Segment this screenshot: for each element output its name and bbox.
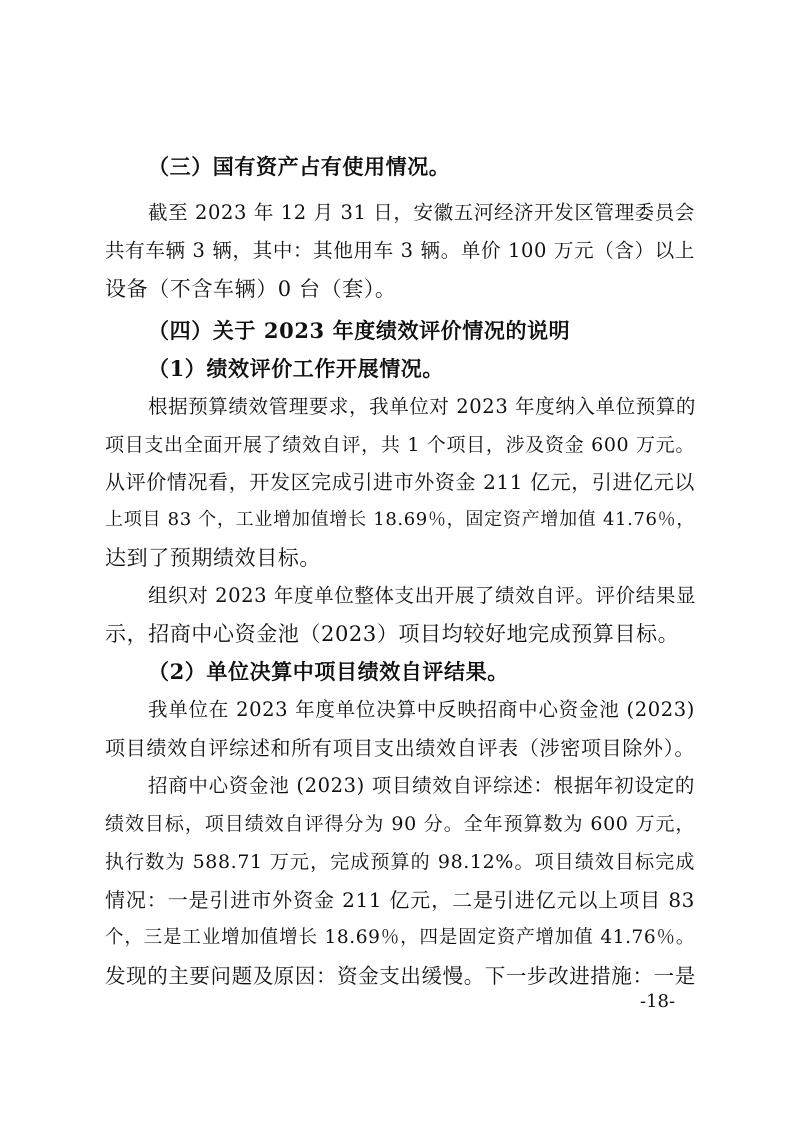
paragraph-line: 我单位在 2023 年度单位决算中反映招商中心资金池 (2023): [148, 698, 695, 721]
paragraph-line: 发现的主要问题及原因：资金支出缓慢。下一步改进措施：一是: [105, 964, 696, 988]
paragraph-line: 从评价情况看，开发区完成引进市外资金 211 亿元，引进亿元以: [105, 470, 695, 494]
paragraph-line: 绩效目标，项目绩效自评得分为 90 分。全年预算数为 600 万元，: [105, 813, 695, 835]
paragraph-line: 设备（不含车辆）0 台（套）。: [105, 277, 397, 301]
paragraph-line: 情况：一是引进市外资金 211 亿元，二是引进亿元以上项目 83: [105, 888, 695, 912]
subsection-heading-2: （2）单位决算中项目绩效自评结果。: [148, 659, 509, 684]
paragraph-line: 项目支出全面开展了绩效自评，共 1 个项目，涉及资金 600 万元。: [105, 434, 695, 456]
paragraph-line: 项目绩效自评综述和所有项目支出绩效自评表（涉密项目除外）。: [105, 736, 695, 760]
page-number: -18-: [640, 991, 676, 1012]
section-heading-performance: （四）关于 2023 年度绩效评价情况的说明: [148, 318, 571, 343]
paragraph-line: 达到了预期绩效目标。: [105, 546, 321, 570]
subsection-heading-1: （1）绩效评价工作开展情况。: [148, 356, 445, 381]
paragraph-line: 上项目 83 个，工业增加值增长 18.69％，固定资产增加值 41.76％，: [105, 509, 695, 530]
paragraph-line: 根据预算绩效管理要求，我单位对 2023 年度纳入单位预算的: [148, 395, 697, 418]
paragraph-line: 招商中心资金池 (2023) 项目绩效自评综述：根据年初设定的: [148, 774, 695, 797]
paragraph-line: 个，三是工业增加值增长 18.69％，四是固定资产增加值 41.76％。: [105, 927, 695, 948]
paragraph-line: 组织对 2023 年度单位整体支出开展了绩效自评。评价结果显: [148, 584, 697, 607]
paragraph-line: 执行数为 588.71 万元，完成预算的 98.12%。项目绩效目标完成: [105, 851, 695, 873]
paragraph-line: 示，招商中心资金池（2023）项目均较好地完成预算目标。: [105, 622, 680, 646]
paragraph-line: 共有车辆 3 辆，其中：其他用车 3 辆。单价 100 万元（含）以上: [105, 239, 695, 262]
section-heading-state-assets: （三）国有资产占有使用情况。: [148, 154, 451, 179]
paragraph-line: 截至 2023 年 12 月 31 日，安徽五河经济开发区管理委员会: [148, 201, 695, 224]
